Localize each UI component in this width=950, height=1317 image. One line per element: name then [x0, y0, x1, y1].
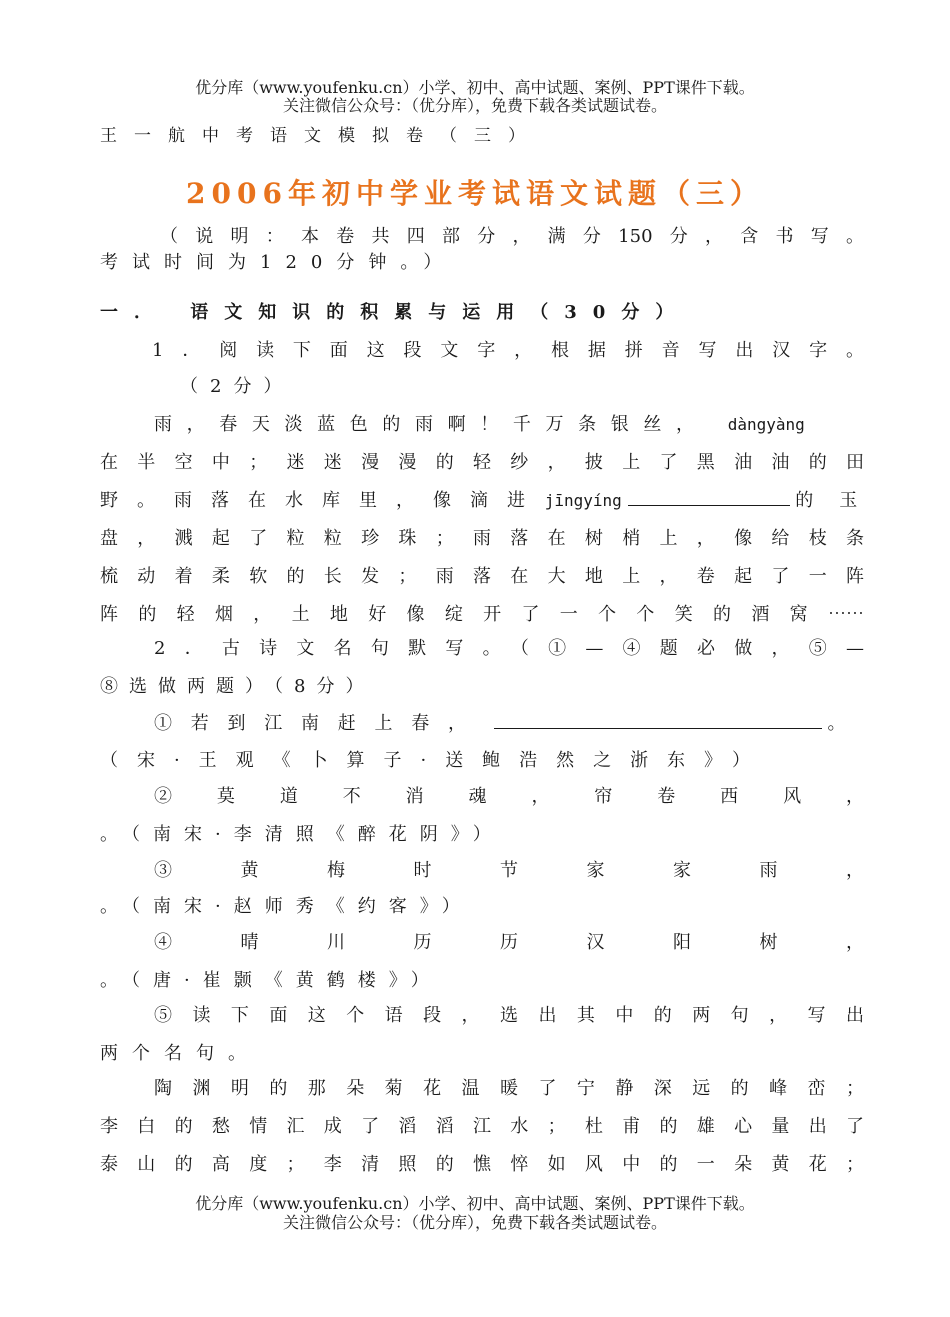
question-1-prompt: 1．阅读下面这段文字，根据拼音写出汉字。	[152, 340, 864, 361]
item-3: ③黄梅时节家家雨，	[154, 860, 864, 881]
header-line-1: 优分库（www.youfenku.cn）小学、初中、高中试题、案例、PPT课件下载。	[195, 78, 755, 97]
intro-line-1: （说明：本卷共四部分，满分150分，含书写。	[160, 226, 864, 247]
passage-text: 雨，春天淡蓝色的雨啊！千万条银丝，	[154, 414, 694, 435]
passage-line-6: 阵的轻烟，土地好像绽开了一个个笑的酒窝⋯⋯	[100, 604, 864, 625]
item-4-source: 。（唐·崔颢《黄鹤楼》）	[100, 970, 442, 991]
passage-text: 的玉	[795, 490, 884, 511]
passage-2-line-2: 李白的愁情汇成了滔滔江水；杜甫的雄心量出了	[100, 1116, 864, 1137]
item-2-source: 。（南宋·李清照《醉花阴》）	[100, 824, 504, 845]
item-3-source: 。（南宋·赵师秀《约客》）	[100, 896, 473, 917]
item-4: ④晴川历历汉阳树，	[154, 932, 864, 953]
passage-line-5: 梳动着柔软的长发；雨落在大地上，卷起了一阵	[100, 566, 864, 587]
footer-line-2: 关注微信公众号：（优分库），免费下载各类试题试卷。	[282, 1213, 667, 1232]
page-title: 2006年初中学业考试语文试题（三）	[186, 177, 764, 210]
footer-line-1: 优分库（www.youfenku.cn）小学、初中、高中试题、案例、PPT课件下载。	[195, 1194, 755, 1213]
passage-2-line-1: 陶渊明的那朵菊花温暖了宁静深远的峰峦；	[154, 1078, 864, 1099]
passage-line-2: 在半空中；迷迷漫漫的轻纱，披上了黑油油的田	[100, 452, 864, 473]
item-1-text: ①若到江南赶上春，	[154, 713, 466, 734]
item-1	[154, 709, 864, 735]
passage-line-3	[100, 486, 884, 512]
question-2-prompt: 2．古诗文名句默写。（①—④题必做，⑤—	[154, 638, 864, 659]
item-5-prompt: ⑤读下面这个语段，选出其中的两句，写出	[154, 1005, 864, 1026]
item-1-end: 。	[827, 713, 846, 734]
item-5-prompt-cont: 两个名句。	[100, 1043, 260, 1064]
passage-line-4: 盘，溅起了粒粒珍珠；雨落在树梢上，像给枝条	[100, 528, 864, 549]
question-2-note: ⑧选做两题）（8分）	[100, 676, 375, 697]
pinyin-prompt-2: jīngyíng	[544, 491, 622, 510]
passage-text: 野。雨落在水库里，像滴进	[100, 490, 525, 511]
exam-series-label: 王一航中考语文模拟卷（三）	[100, 126, 542, 146]
pinyin-prompt-1: dàngyàng	[727, 415, 805, 434]
passage-2-line-3: 泰山的高度；李清照的憔悴如风中的一朵黄花；	[100, 1154, 864, 1175]
section-heading-1: 一． 语文知识的积累与运用（30分）	[100, 302, 690, 323]
intro-line-2: 考试时间为120分钟。）	[100, 252, 456, 273]
item-1-source: （宋·王观《卜算子·送鲍浩然之浙东》）	[100, 750, 750, 771]
answer-blank-pinyin[interactable]	[628, 487, 790, 506]
header-line-2: 关注微信公众号：（优分库），免费下载各类试题试卷。	[282, 96, 667, 115]
item-2: ②莫道不消魂，帘卷西风，	[154, 786, 864, 807]
passage-line-1	[154, 410, 864, 436]
answer-blank-item-1[interactable]	[494, 710, 822, 729]
question-1-score: （2分）	[180, 376, 294, 397]
